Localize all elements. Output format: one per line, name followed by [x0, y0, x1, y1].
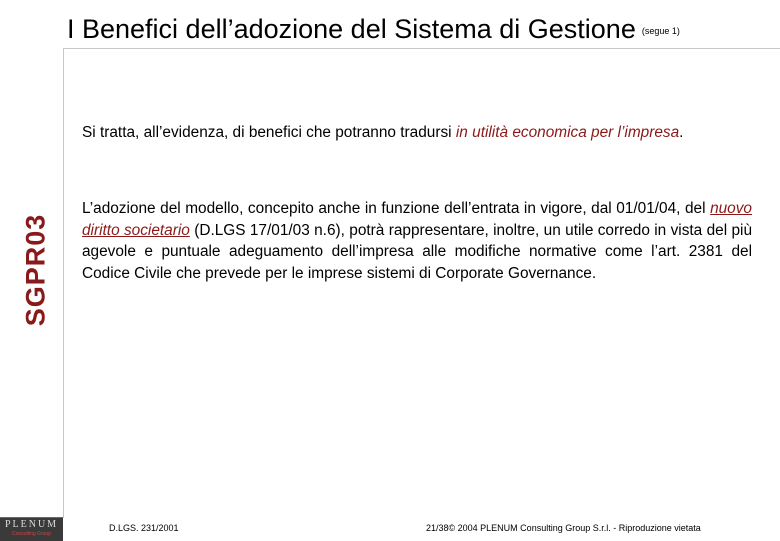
paragraph-model-text2: (D.LGS 17/01/03 n.6), potrà rappresentare, inoltre, un utile corredo in vista del più agevole e puntuale adeguamento dell’impresa alle modifiche normative come l’art. 2381 del Codice Civile che prevede per le imprese sistemi di Corporate Governance. [82, 221, 753, 282]
paragraph-model-adoption [82, 198, 752, 284]
header-divider [64, 48, 780, 49]
paragraph-benefits-text: Si tratta, all’evidenza, di benefici che potranno tradursi [82, 124, 456, 141]
paragraph-model-text1: L’adozione del modello, concepito anche in funzione dell’entrata in vigore, dal 01/01/04, del [82, 200, 711, 217]
paragraph-benefits-highlight: in utilità economica per l’impresa [455, 124, 680, 141]
footer-copyright: 21/38© 2004 PLENUM Consulting Group S.r.l. - Riproduzione vietata [426, 523, 701, 533]
paragraph-benefits-end: . [679, 124, 684, 141]
paragraph-benefits [82, 122, 752, 144]
footer-reference: D.LGS. 231/2001 [109, 523, 179, 533]
page-title [67, 12, 767, 48]
logo-tagline: Consulting Group [12, 531, 51, 537]
page-title-text: I Benefici dell’adozione del Sistema di Gestione [67, 14, 636, 44]
side-divider [63, 48, 64, 518]
paragraph-model-highlight: nuovo diritto societario [82, 200, 752, 239]
plenum-logo [0, 517, 63, 541]
page-title-suffix: (segue 1) [641, 26, 680, 36]
logo-name: PLENUM [4, 519, 59, 530]
side-code-label: SGPR03 [20, 213, 51, 327]
